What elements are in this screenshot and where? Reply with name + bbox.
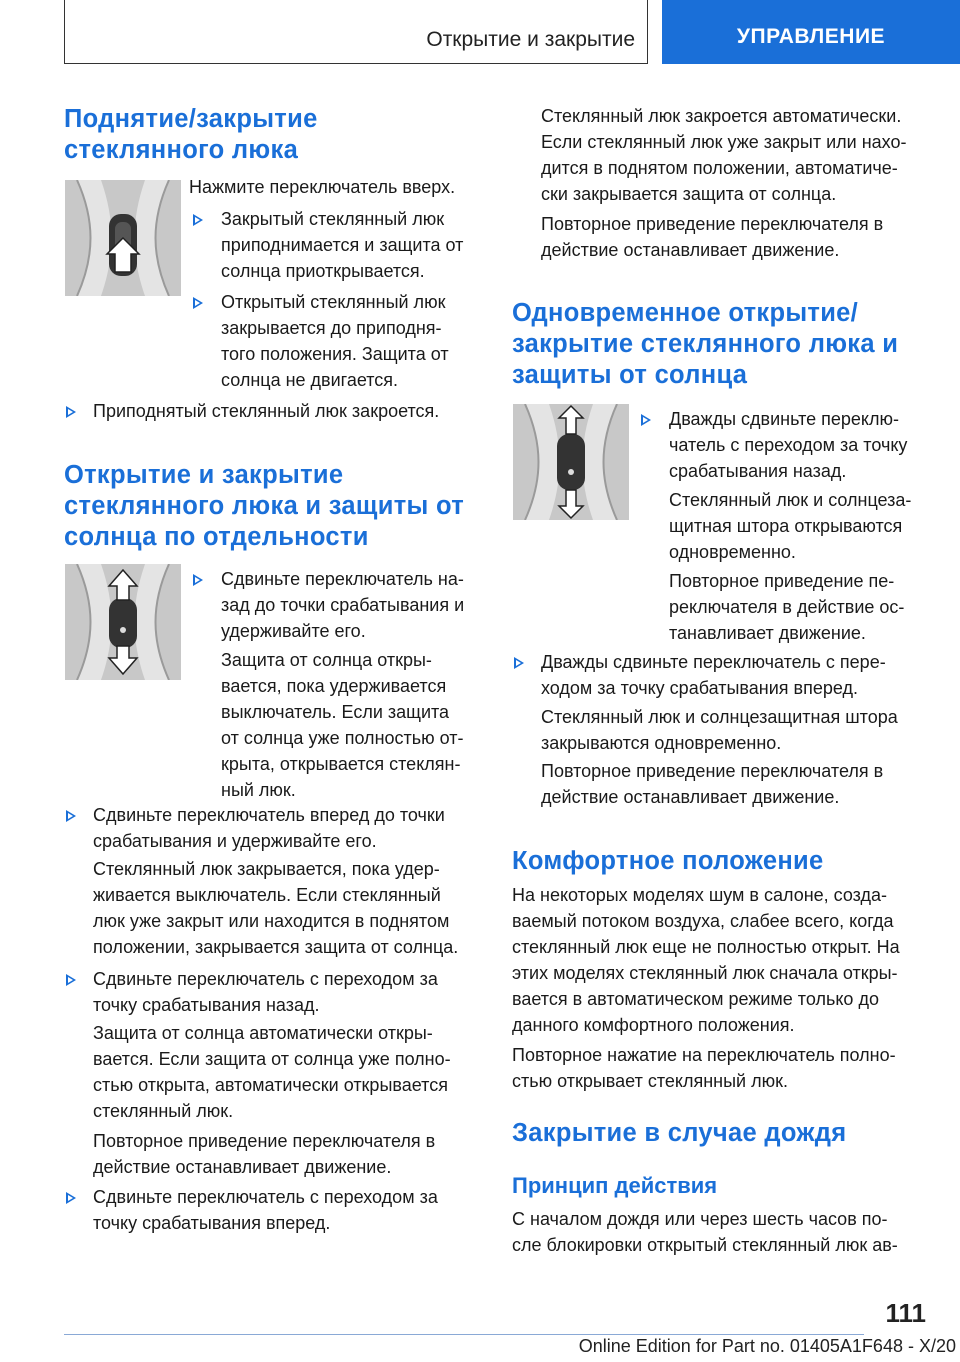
bullet-detail — [93, 1020, 451, 1124]
bullet-item — [93, 1184, 438, 1236]
text-line: закрывается до приподня- — [221, 318, 442, 338]
page-number: 111 — [885, 1298, 926, 1328]
text-line: удерживайте его. — [221, 621, 366, 641]
bullet-detail — [93, 1128, 435, 1180]
text-line: от солнца уже полностью от- — [221, 728, 464, 748]
bullet-detail — [93, 856, 458, 960]
text-line: действие останавливает движение. — [541, 787, 840, 807]
text-line: Закрытый стеклянный люк — [221, 209, 445, 229]
text-line: живается выключатель. Если стеклянный — [93, 885, 441, 905]
text-line: приподнимается и защита от — [221, 235, 464, 255]
text-line: Открытый стеклянный люк — [221, 292, 446, 312]
paragraph-press-up: Нажмите переключатель вверх. — [189, 177, 456, 197]
heading-comfort: Комфортное положение — [512, 847, 824, 875]
chapter-tab: УПРАВЛЕНИЕ — [662, 0, 960, 64]
switch-back-forward-illustration — [65, 564, 181, 680]
text-line: крыта, открывается стеклян- — [221, 754, 461, 774]
text-line: солнца приоткрывается. — [221, 261, 425, 281]
text-line: Сдвиньте переключатель на- — [221, 569, 464, 589]
heading-line: солнца по отдельности — [64, 523, 369, 551]
bullet-triangle-icon — [641, 414, 651, 426]
text-line: действие останавливает движение. — [93, 1157, 392, 1177]
text-line: Дважды сдвиньте переключатель с пере- — [541, 652, 886, 672]
text-line: срабатывания и удерживайте его. — [93, 831, 377, 851]
text-line: Защита от солнца откры- — [221, 650, 432, 670]
text-line: щитная штора открываются — [669, 516, 903, 536]
text-line: закрываются одновременно. — [541, 733, 782, 753]
text-line: Стеклянный люк закрывается, пока удер- — [93, 859, 440, 879]
text-line: данного комфортного положения. — [512, 1015, 795, 1035]
heading-rain-close: Закрытие в случае дождя — [512, 1119, 847, 1147]
text-line: Повторное приведение переключателя в — [541, 761, 884, 781]
paragraph-comfort-repeat — [512, 1042, 896, 1094]
bullet-triangle-icon — [66, 406, 76, 418]
switch-up-illustration — [65, 180, 181, 296]
text-line: ваемый потоком воздуха, слабее всего, когда — [512, 911, 894, 931]
text-line: дится в поднятом положении, автоматиче- — [541, 158, 898, 178]
switch-slide-icon — [65, 564, 181, 680]
heading-line: закрытие стеклянного люка и — [512, 330, 899, 358]
text-line: того положения. Защита от — [221, 344, 449, 364]
text-line: чатель с переходом за точку — [669, 435, 908, 455]
text-line: ный люк. — [221, 780, 296, 800]
text-line: Защита от солнца автоматически откры- — [93, 1023, 433, 1043]
text-line: Стеклянный люк закроется автоматически. — [541, 106, 902, 126]
text-line: Сдвиньте переключатель с переходом за — [93, 1187, 438, 1207]
heading-line: защиты от солнца — [512, 361, 748, 389]
text-line: этих моделях стеклянный люк сначала откры- — [512, 963, 898, 983]
bullet-item — [541, 649, 886, 701]
header-frame — [64, 0, 648, 64]
text-line: стеклянный люк. — [93, 1101, 234, 1121]
text-line: положении, закрывается защита от солнца. — [93, 937, 459, 957]
bullet-item — [93, 802, 445, 854]
bullet-item — [221, 289, 449, 393]
text-line: зад до точки срабатывания и — [221, 595, 465, 615]
bullet-triangle-icon — [193, 297, 203, 309]
text-line: С началом дождя или через шесть часов по- — [512, 1209, 888, 1229]
edition-note: Online Edition for Part no. 01405A1F648 - X/20 — [578, 1336, 956, 1356]
text-line: ходом за точку срабатывания вперед. — [541, 678, 858, 698]
text-line: Стеклянный люк и солнцеза- — [669, 490, 912, 510]
text-line: реключателя в действие ос- — [669, 597, 905, 617]
text-line: Стеклянный люк и солнцезащитная штора — [541, 707, 898, 727]
paragraph-comfort — [512, 882, 900, 1038]
footer-divider — [64, 1334, 864, 1335]
text-line: солнца не двигается. — [221, 370, 399, 390]
section-title: Открытие и закрытие — [426, 28, 635, 51]
bullet-item — [669, 406, 907, 484]
bullet-item: Приподнятый стеклянный люк закроется. — [93, 401, 440, 421]
text-line: танавливает движение. — [669, 623, 866, 643]
text-line: Повторное приведение переключателя в — [541, 214, 884, 234]
bullet-detail — [541, 704, 898, 756]
bullet-triangle-icon — [514, 657, 524, 669]
bullet-item — [221, 566, 464, 644]
text-line: На некоторых моделях шум в салоне, созда- — [512, 885, 888, 905]
heading-line: Одновременное открытие/ — [512, 299, 859, 327]
bullet-triangle-icon — [193, 574, 203, 586]
text-line: сле блокировки открытый стеклянный люк ав- — [512, 1235, 898, 1255]
text-line: Если стеклянный люк уже закрыт или нахо- — [541, 132, 907, 152]
text-line: одновременно. — [669, 542, 796, 562]
bullet-detail — [221, 647, 464, 803]
bullet-triangle-icon — [193, 214, 203, 226]
switch-double-illustration — [513, 404, 629, 520]
bullet-triangle-icon — [66, 1192, 76, 1204]
text-line: выключатель. Если защита — [221, 702, 450, 722]
text-line: Повторное нажатие на переключатель полно- — [512, 1045, 896, 1065]
bullet-detail — [669, 487, 911, 565]
text-line: Повторное приведение пе- — [669, 571, 895, 591]
text-line: точку срабатывания вперед. — [93, 1213, 331, 1233]
bullet-triangle-icon — [66, 810, 76, 822]
text-line: Повторное приведение переключателя в — [93, 1131, 436, 1151]
heading-separate-open-close — [64, 460, 464, 553]
heading-line: Поднятие/закрытие — [64, 105, 318, 133]
paragraph-rain — [512, 1206, 898, 1258]
text-line: Дважды сдвиньте переклю- — [669, 409, 899, 429]
bullet-triangle-icon — [66, 974, 76, 986]
heading-line: стеклянного люка и защиты от — [64, 492, 464, 520]
text-line: стью открывает стеклянный люк. — [512, 1071, 788, 1091]
text-line: срабатывания назад. — [669, 461, 847, 481]
heading-line: Открытие и закрытие — [64, 461, 344, 489]
text-line: стеклянный люк еще не полностью открыт. На — [512, 937, 900, 957]
paragraph-auto-close — [541, 103, 906, 207]
bullet-item — [93, 966, 438, 1018]
text-line: ски закрывается защита от солнца. — [541, 184, 837, 204]
heading-line: стеклянного люка — [64, 136, 299, 164]
text-line: вается. Если защита от солнца уже полно- — [93, 1049, 451, 1069]
text-line: Сдвиньте переключатель вперед до точки — [93, 805, 445, 825]
text-line: вается, пока удерживается — [221, 676, 447, 696]
text-line: действие останавливает движение. — [541, 240, 840, 260]
heading-raise-close — [64, 104, 318, 166]
bullet-detail — [541, 758, 883, 810]
bullet-item — [221, 206, 463, 284]
text-line: стью открыта, автоматически открывается — [93, 1075, 448, 1095]
text-line: точку срабатывания назад. — [93, 995, 320, 1015]
text-line: люк уже закрыт или находится в поднятом — [93, 911, 450, 931]
text-line: вается в автоматическом режиме только до — [512, 989, 879, 1009]
subheading-principle: Принцип действия — [512, 1173, 718, 1198]
text-line: Сдвиньте переключатель с переходом за — [93, 969, 438, 989]
switch-up-icon — [65, 180, 181, 296]
heading-simultaneous — [512, 298, 898, 391]
bullet-detail — [669, 568, 904, 646]
paragraph-stop — [541, 211, 883, 263]
switch-double-icon — [513, 404, 629, 520]
